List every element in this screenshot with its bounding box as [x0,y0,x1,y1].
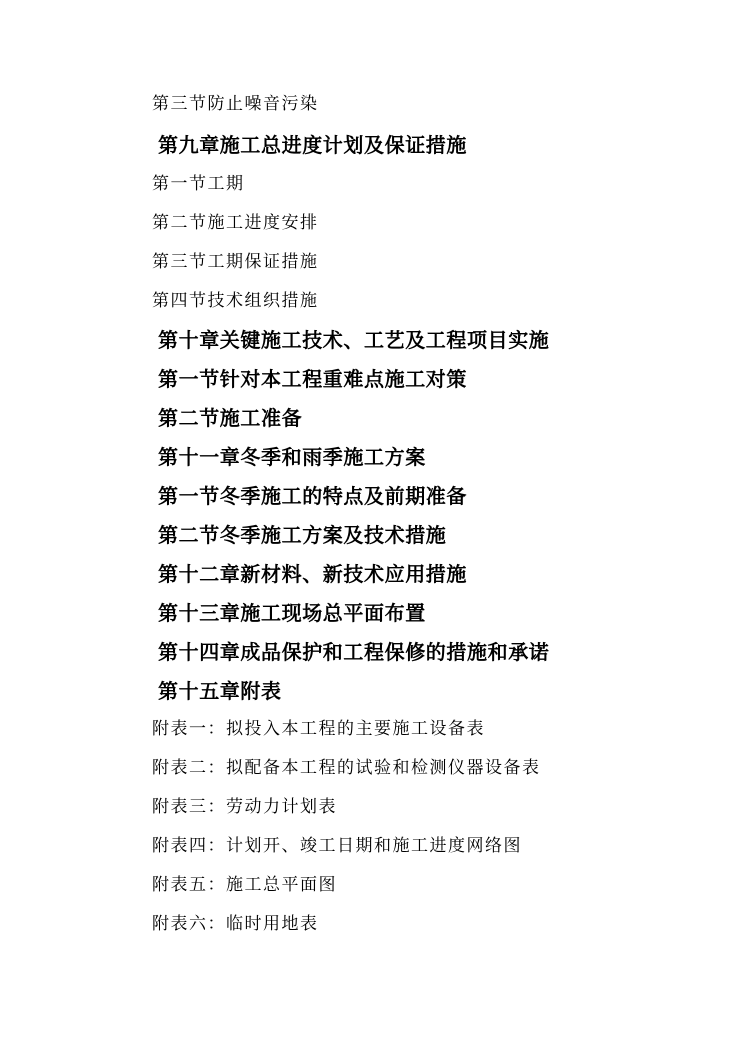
toc-appendix-4: 附表四：计划开、竣工日期和施工进度网络图 [152,836,522,856]
toc-section-noise-pollution: 第三节防止噪音污染 [152,94,319,114]
toc-section-winter-plan: 第二节冬季施工方案及技术措施 [158,523,447,547]
toc-chapter-12: 第十二章新材料、新技术应用措施 [158,562,467,586]
toc-appendix-5: 附表五：施工总平面图 [152,875,337,895]
toc-section-schedule-guarantee: 第三节工期保证措施 [152,252,319,272]
toc-appendix-3: 附表三：劳动力计划表 [152,797,337,817]
toc-chapter-9: 第九章施工总进度计划及保证措施 [158,133,467,157]
toc-chapter-14: 第十四章成品保护和工程保修的措施和承诺 [158,640,550,664]
toc-appendix-6: 附表六：临时用地表 [152,914,319,934]
toc-section-progress-plan: 第二节施工进度安排 [152,213,319,233]
toc-chapter-10: 第十章关键施工技术、工艺及工程项目实施 [158,328,550,352]
toc-appendix-1: 附表一：拟投入本工程的主要施工设备表 [152,719,485,739]
toc-section-preparation: 第二节施工准备 [158,406,303,430]
toc-chapter-13: 第十三章施工现场总平面布置 [158,601,426,625]
toc-section-key-difficulties: 第一节针对本工程重难点施工对策 [158,367,467,391]
toc-section-tech-organization: 第四节技术组织措施 [152,291,319,311]
toc-section-schedule: 第一节工期 [152,174,245,194]
toc-chapter-11: 第十一章冬季和雨季施工方案 [158,445,426,469]
toc-appendix-2: 附表二：拟配备本工程的试验和检测仪器设备表 [152,758,541,778]
toc-chapter-15: 第十五章附表 [158,679,282,703]
toc-section-winter-features: 第一节冬季施工的特点及前期准备 [158,484,467,508]
